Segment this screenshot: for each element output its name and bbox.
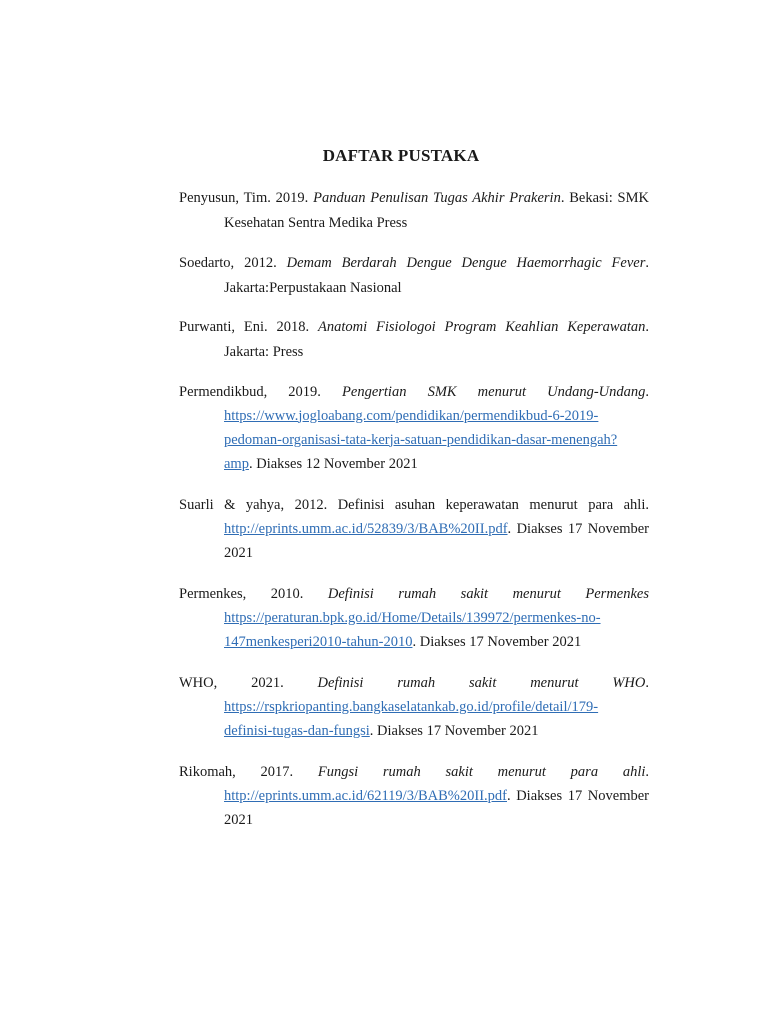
- reference-title: Pengertian SMK menurut Undang-Undang: [342, 383, 646, 400]
- reference-item-2: [179, 251, 649, 301]
- reference-rest: . Diakses 17 November 2021: [369, 722, 539, 739]
- reference-item-8: [179, 760, 649, 832]
- reference-author-year: Permendikbud, 2019.: [179, 383, 343, 400]
- reference-author-year: Rikomah, 2017.: [179, 763, 318, 780]
- reference-rest: . Diakses 17 November 2021: [224, 520, 649, 561]
- reference-link[interactable]: http://eprints.umm.ac.id/62119/3/BAB%20II.pdf: [224, 787, 507, 804]
- reference-item-4: [179, 380, 649, 476]
- reference-title: Definisi rumah sakit menurut Permenkes: [327, 585, 650, 602]
- reference-link[interactable]: http://eprints.umm.ac.id/52839/3/BAB%20II.pdf: [224, 520, 508, 537]
- reference-rest: . Diakses 17 November 2021: [412, 633, 582, 650]
- reference-link-part: https://rspkriopanting.bangkaselatankab.go.id/profile/detail/179-: [224, 698, 599, 715]
- reference-item-7: [179, 671, 649, 743]
- reference-link-part: pedoman-organisasi-tata-kerja-satuan-pendidikan-dasar-menengah?: [224, 431, 618, 448]
- reference-sep: .: [645, 763, 649, 780]
- reference-title: Demam Berdarah Dengue Dengue Haemorrhagic Fever: [286, 254, 646, 271]
- reference-author-year: WHO, 2021.: [179, 674, 318, 691]
- reference-author-year: Soedarto, 2012.: [179, 254, 287, 271]
- reference-author-year: Permenkes, 2010.: [179, 585, 328, 602]
- reference-item-3: [179, 315, 649, 365]
- reference-link-part: https://peraturan.bpk.go.id/Home/Details/139972/permenkes-no-: [224, 609, 601, 626]
- reference-list: [179, 186, 649, 849]
- reference-link-part: amp: [224, 455, 249, 472]
- reference-item-6: [179, 582, 649, 654]
- reference-sep: .: [645, 674, 649, 691]
- reference-rest: . Diakses 17 November 2021: [224, 787, 649, 828]
- reference-link-part: 147menkesperi2010-tahun-2010: [224, 633, 413, 650]
- reference-title: Anatomi Fisiologoi Program Keahlian Keperawatan: [318, 319, 646, 335]
- reference-sep: .: [645, 383, 649, 400]
- reference-rest: . Bekasi: SMK Kesehatan Sentra Medika Press: [224, 190, 649, 231]
- reference-rest: . Jakarta: Press: [224, 319, 649, 360]
- reference-link-part: https://www.jogloabang.com/pendidikan/permendikbud-6-2019-: [224, 407, 599, 424]
- reference-title: Definisi rumah sakit menurut WHO: [317, 674, 646, 691]
- reference-rest: . Diakses 12 November 2021: [248, 455, 418, 472]
- page-title: DAFTAR PUSTAKA: [322, 146, 480, 165]
- reference-link-part: definisi-tugas-dan-fungsi: [224, 722, 370, 739]
- reference-title: Panduan Penulisan Tugas Akhir Prakerin: [313, 190, 561, 206]
- reference-item-5: [179, 493, 649, 565]
- reference-author-year: Suarli & yahya, 2012. Definisi asuhan keperawatan menurut para ahli.: [179, 496, 649, 513]
- reference-author-year: Penyusun, Tim. 2019.: [179, 190, 314, 206]
- reference-title: Fungsi rumah sakit menurut para ahli: [317, 763, 646, 780]
- reference-author-year: Purwanti, Eni. 2018.: [179, 319, 318, 335]
- reference-item-1: [179, 186, 649, 236]
- reference-rest: . Jakarta:Perpustakaan Nasional: [224, 254, 649, 296]
